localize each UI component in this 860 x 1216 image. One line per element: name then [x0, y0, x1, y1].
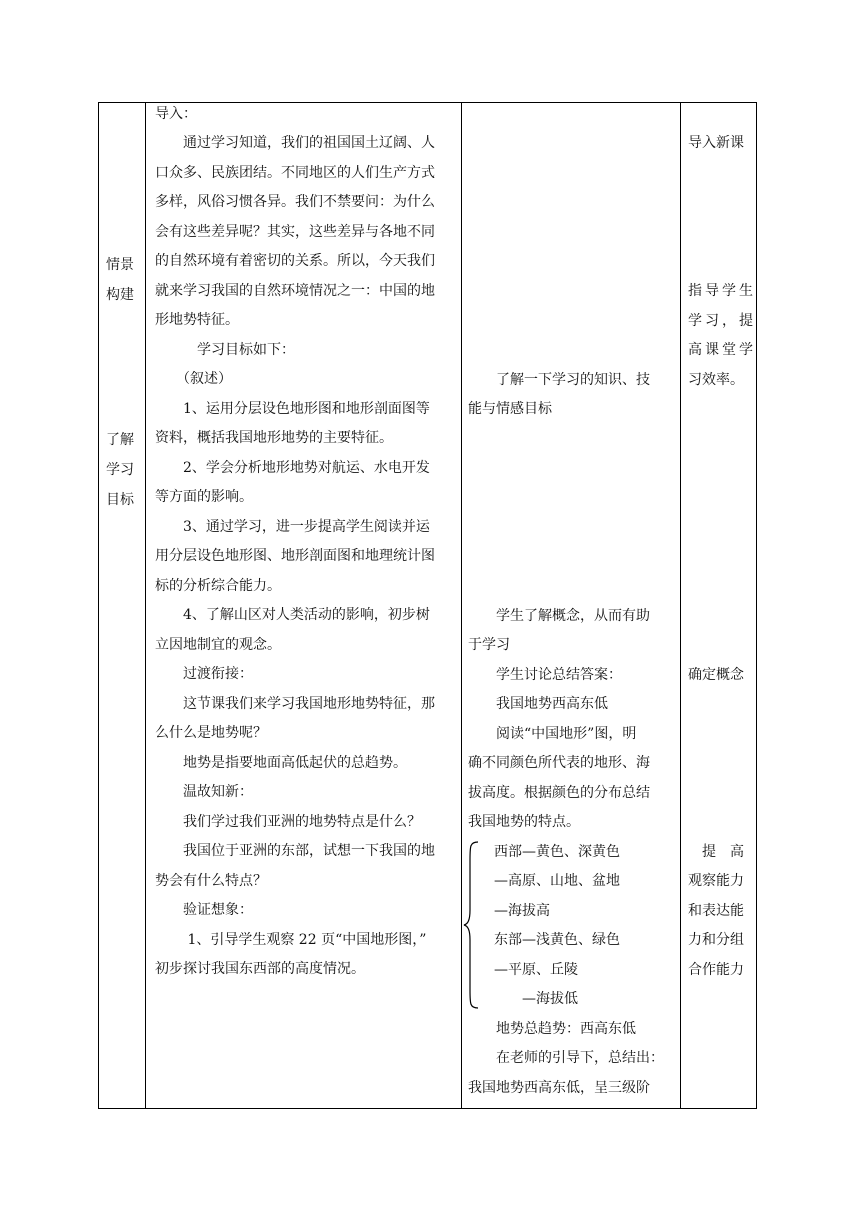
text-line: 确定概念	[688, 667, 744, 683]
table-divider-3	[680, 102, 681, 1109]
text-line: 我国地势的特点。	[468, 814, 580, 830]
text-line: 高课堂学	[688, 342, 756, 358]
text-line: 立因地制宜的观念。	[155, 637, 281, 653]
brace-item: —平原、丘陵	[494, 962, 578, 978]
table-border-right	[756, 102, 757, 1109]
text-line: 资料，概括我国地形地势的主要特征。	[155, 430, 393, 446]
text-line: 1、引导学生观察 22 页“中国地形图，”	[155, 932, 427, 948]
text-line: 形地势特征。	[155, 312, 239, 328]
text-line: 势会有什么特点？	[155, 873, 267, 889]
text-line: 验证想象：	[155, 902, 253, 918]
text-line: 4、了解山区对人类活动的影响，初步树	[155, 607, 430, 623]
text-line: 通过学习知道，我们的祖国国土辽阔、人	[155, 135, 435, 151]
text-line: 习效率。	[688, 372, 744, 388]
text-line: 学生了解概念，从而有助	[468, 608, 650, 624]
text-line: 拔高度。根据颜色的分布总结	[468, 785, 650, 801]
text-line: 导入：	[155, 106, 197, 122]
brace-item: 西部—黄色、深黄色	[494, 844, 620, 860]
text-line: 标的分析综合能力。	[155, 578, 281, 594]
text-line: 多样，风俗习惯各异。我们不禁要问：为什么	[155, 194, 435, 210]
text-line: 能与情感目标	[468, 401, 552, 417]
text-line: 我国地势西高东低	[468, 696, 608, 712]
text-line: 我们学过我们亚洲的地势特点是什么？	[155, 814, 421, 830]
text-line: 的自然环境有着密切的关系。所以，今天我们	[155, 253, 435, 269]
text-line: 确不同颜色所代表的地形、海	[468, 755, 650, 771]
table-divider-1	[145, 102, 146, 1109]
text-line: 在老师的引导下，总结出：	[468, 1050, 664, 1066]
text-line: 用分层设色地形图、地形剖面图和地理统计图	[155, 548, 435, 564]
brace-item: —海拔高	[494, 903, 550, 919]
stage-label-goals: 了解 学习 目标	[106, 432, 134, 508]
text-line: 会有这些差异呢？其实，这些差异与各地不同	[155, 224, 435, 240]
text-line: （叙述）	[155, 371, 232, 387]
text-line: 初步探讨我国东西部的高度情况。	[155, 961, 365, 977]
text-line: 和表达能	[688, 903, 744, 919]
text-line: 温故知新：	[155, 784, 253, 800]
text-line: 了解一下学习的知识、技	[468, 372, 650, 388]
table-border-left	[98, 102, 99, 1109]
text-line: 力和分组	[688, 932, 744, 948]
text-line: 学生讨论总结答案：	[468, 667, 622, 683]
text-line: 过渡衔接：	[155, 666, 253, 682]
text-line: 学习，提	[688, 313, 756, 329]
text-line: 导入新课	[688, 135, 744, 151]
text-line: 提 高	[688, 844, 744, 860]
text-line: 3、通过学习，进一步提高学生阅读并运	[155, 519, 430, 535]
text-line: 么什么是地势呢？	[155, 725, 267, 741]
table-border-bottom	[98, 1108, 756, 1109]
text-line: 2、学会分析地形地势对航运、水电开发	[155, 460, 430, 476]
text-line: 合作能力	[688, 962, 744, 978]
text-line: 1、运用分层设色地形图和地形剖面图等	[155, 401, 430, 417]
text-line: 学习目标如下：	[155, 342, 295, 358]
text-line: 地势是指要地面高低起伏的总趋势。	[155, 755, 407, 771]
curly-brace-icon	[462, 840, 480, 1010]
brace-item: —高原、山地、盆地	[494, 873, 620, 889]
text-line: 阅读“中国地形”图，明	[468, 726, 637, 742]
text-line: 地势总趋势：西高东低	[468, 1021, 636, 1037]
text-line: 口众多、民族团结。不同地区的人们生产方式	[155, 165, 435, 181]
text-line: 我国位于亚洲的东部，试想一下我国的地	[155, 843, 435, 859]
text-line: 等方面的影响。	[155, 489, 253, 505]
stage-label-scene: 情景 构建	[106, 257, 134, 303]
text-line: 这节课我们来学习我国地形地势特征，那	[155, 696, 435, 712]
text-line: 指导学生	[688, 283, 756, 299]
text-line: 我国地势西高东低，呈三级阶	[468, 1080, 650, 1096]
text-line: 观察能力	[688, 873, 744, 889]
brace-item: 东部—浅黄色、绿色	[494, 932, 620, 948]
text-line: 就来学习我国的自然环境情况之一：中国的地	[155, 283, 435, 299]
brace-item: —海拔低	[494, 991, 578, 1007]
text-line: 于学习	[468, 637, 510, 653]
